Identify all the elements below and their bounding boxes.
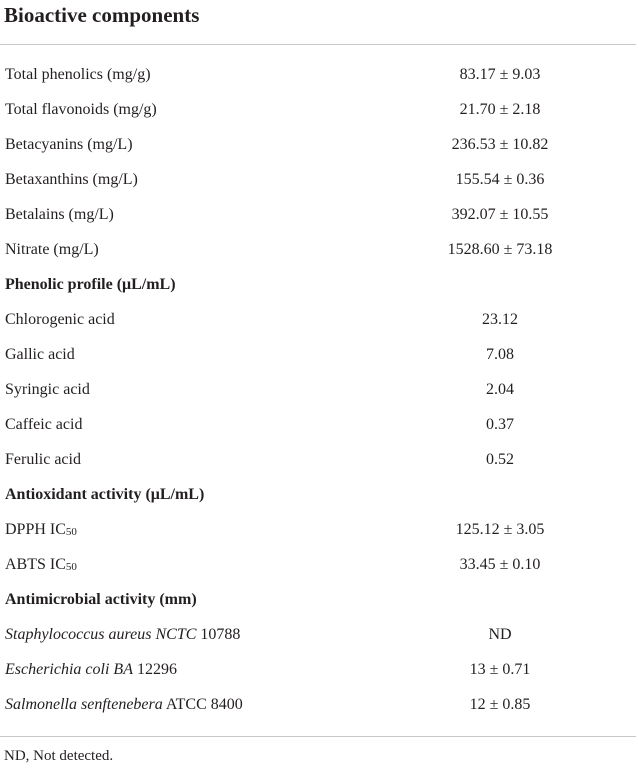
table-row [0,512,636,547]
organism-name: Staphylococcus aureus NCTC [5,626,197,643]
row-value: 7.08 [486,346,514,363]
row-value: 392.07 ± 10.55 [451,206,549,223]
row-label-text: DPPH IC [5,521,66,538]
row-value: 2.04 [486,381,514,398]
table-row [0,407,636,442]
table-row [0,162,636,197]
row-value: 0.37 [486,416,514,433]
row-value: ND [488,626,512,643]
row-label: Total phenolics (mg/g) [5,66,151,83]
organism-name: Salmonella senftenebera [5,696,163,713]
table-footnote: ND, Not detected. [4,748,114,764]
row-label-text: ABTS IC [5,556,66,573]
row-label: Total flavonoids (mg/g) [5,101,157,118]
table-row [0,302,636,337]
row-value: 13 ± 0.71 [469,661,531,678]
row-label: Caffeic acid [5,416,83,433]
row-label-subscript: 50 [65,526,77,538]
table-row [0,687,636,722]
table-row [0,372,636,407]
row-value: 83.17 ± 9.03 [459,66,541,83]
section-header-antioxidant [0,477,636,512]
row-label: Chlorogenic acid [5,311,115,328]
table-row [0,197,636,232]
table-row [0,232,636,267]
table-row [0,652,636,687]
strain-id: ATCC 8400 [162,696,243,713]
section-title: Antimicrobial activity (mm) [5,591,197,608]
row-label: Nitrate (mg/L) [5,241,99,258]
row-value: 0.52 [486,451,514,468]
table-body [0,57,636,722]
table-row [0,442,636,477]
row-value: 33.45 ± 0.10 [459,556,541,573]
row-value: 1528.60 ± 73.18 [447,241,553,258]
row-label [5,512,77,547]
row-value: 12 ± 0.85 [469,696,531,713]
table-row [0,337,636,372]
table-row [0,57,636,92]
section-header-phenolic-profile [0,267,636,302]
table-row [0,617,636,652]
section-title: Antioxidant activity (μL/mL) [5,486,205,503]
strain-id: 12296 [132,661,177,678]
row-label: Betalains (mg/L) [5,206,114,223]
bottom-rule [0,736,636,737]
row-label: Gallic acid [5,346,75,363]
table-title: Bioactive components [4,3,200,27]
row-value: 23.12 [482,311,518,328]
row-value: 155.54 ± 0.36 [455,171,545,188]
section-title: Phenolic profile (μL/mL) [5,276,176,293]
table-row [0,127,636,162]
organism-name: Escherichia coli BA [5,661,133,678]
row-label [5,547,77,582]
top-rule [0,44,636,45]
table-row [0,92,636,127]
row-label: Betacyanins (mg/L) [5,136,133,153]
row-label: Betaxanthins (mg/L) [5,171,138,188]
row-label: Syringic acid [5,381,90,398]
row-label [5,617,240,652]
strain-id: 10788 [196,626,241,643]
row-label: Ferulic acid [5,451,81,468]
row-label [5,687,243,722]
row-value: 236.53 ± 10.82 [451,136,549,153]
section-header-antimicrobial [0,582,636,617]
row-label-subscript: 50 [65,561,77,573]
row-value: 21.70 ± 2.18 [459,101,541,118]
row-value: 125.12 ± 3.05 [455,521,545,538]
table-row [0,547,636,582]
row-label [5,652,177,687]
